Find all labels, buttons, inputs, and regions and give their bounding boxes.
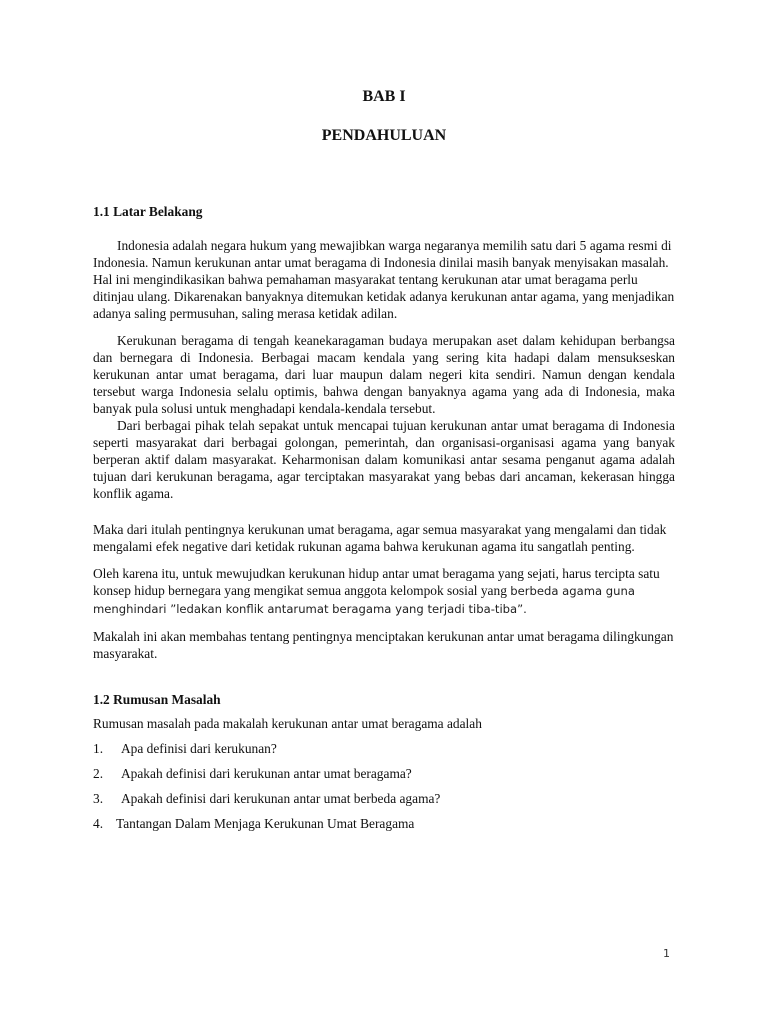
- paragraph-3: Dari berbagai pihak telah sepakat untuk mencapai tujuan kerukunan antar umat beragama di Indonesia seperti masyarakat dari berbagai golongan, pemerintah, dan organisasi-organisasi agama yang banyak berperan aktif dalam masyarakat. Keharmonisan dalam komunikasi antar sesama penganut agama adalah tujuan dari kerukunan beragama, agar terciptakan masyarakat yang bebas dari ancaman, kekerasan hingga konflik agama.: [93, 418, 675, 501]
- paragraph-5: [93, 565, 675, 618]
- list-number: 4.: [93, 816, 104, 831]
- list-item: [93, 815, 675, 832]
- list-item: [93, 740, 675, 757]
- paragraph-2: Kerukunan beragama di tengah keanekaragaman budaya merupakan aset dalam kehidupan berbangsa dan bernegara di Indonesia. Berbagai macam kendala yang sering kita hadapi dalam mensukseskan kerukunan antar umat beragama, dari luar maupun dalam negeri kita sendiri. Namun dengan kendala tersebut warga Indonesia selalu optimis, bahwa dengan banyaknya agama yang ada di Indonesia, maka banyak pula solusi untuk menghadapi kendala-kendala tersebut.: [93, 333, 675, 416]
- paragraph-5-sans-text: berbeda agama guna menghindari ”ledakan konflik antarumat beragama yang terjadi tiba-tiba”.: [93, 584, 635, 616]
- list-number: 2.: [93, 766, 104, 781]
- list-text: Apakah definisi dari kerukunan antar umat berbeda agama?: [121, 791, 441, 806]
- document-body: [93, 203, 675, 832]
- rumusan-intro: Rumusan masalah pada makalah kerukunan antar umat beragama adalah: [93, 716, 482, 731]
- list-text: Tantangan Dalam Menjaga Kerukunan Umat Beragama: [116, 816, 415, 831]
- list-number: 1.: [93, 741, 104, 756]
- chapter-number: BAB I: [362, 88, 406, 105]
- paragraph-4: Maka dari itulah pentingnya kerukunan umat beragama, agar semua masyarakat yang mengalami dan tidak mengalami efek negative dari ketidak rukunan agama bahwa kerukunan agama itu sangatlah penting.: [93, 522, 667, 554]
- chapter-title: PENDAHULUAN: [321, 127, 447, 144]
- paragraph-6: Makalah ini akan membahas tentang pentingnya menciptakan kerukunan antar umat beragama dilingkungan masyarakat.: [93, 629, 674, 661]
- page-number: 1: [663, 947, 670, 960]
- list-item: [93, 790, 675, 807]
- paragraph-5-serif-text: Oleh karena itu, untuk mewujudkan kerukunan hidup antar umat beragama yang sejati, harus tercipta satu konsep hidup bernegara yang mengikat semua anggota kelompok sosial yang: [93, 566, 660, 598]
- list-text: Apa definisi dari kerukunan?: [121, 741, 277, 756]
- section-heading-latar-belakang: 1.1 Latar Belakang: [93, 204, 203, 219]
- list-number: 3.: [93, 791, 104, 806]
- list-item: [93, 765, 675, 782]
- list-text: Apakah definisi dari kerukunan antar umat beragama?: [121, 766, 412, 781]
- paragraph-1: Indonesia adalah negara hukum yang mewajibkan warga negaranya memilih satu dari 5 agama resmi di Indonesia. Namun kerukunan antar umat beragama di Indonesia dinilai masih banyak menyisakan masalah. Hal ini mengindikasikan bahwa pemahaman masyarakat tentang kerukunan atar umat beragama perlu ditinjau ulang. Dikarenakan banyaknya ditemukan ketidak adanya kerukunan antar agama, yang menjadikan adanya saling permusuhan, saling merasa ketidak adilan.: [93, 238, 675, 321]
- section-heading-rumusan-masalah: 1.2 Rumusan Masalah: [93, 692, 221, 707]
